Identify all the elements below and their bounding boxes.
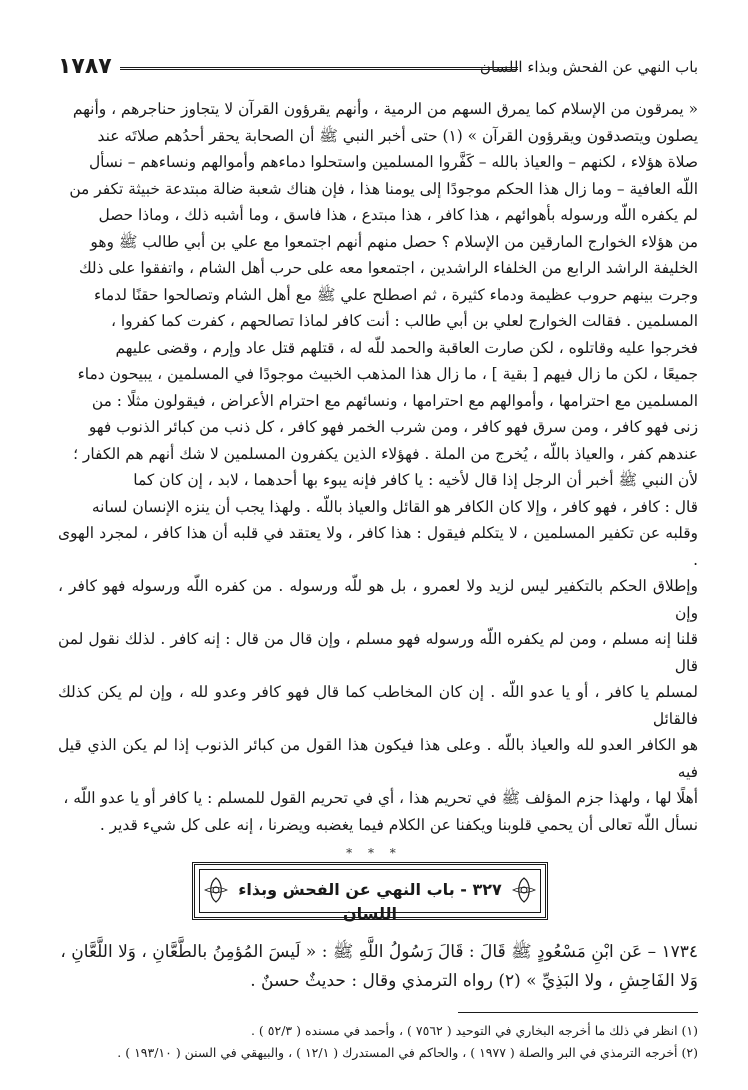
text-line: عندهم كفر ، والعياذ باللّه ، يُخرج من الملة . فهؤلاء الذين يكفرون المسلمين لا شك أنهم هم الكفار ؛	[73, 444, 698, 463]
text-line: وقلبه عن تكفير المسلمين ، لا يتكلم فيقول : هذا كافر ، ولا يعتقد في قلبه أن هذا كافر ، لمجرد الهوى .	[58, 524, 698, 569]
hadith-text	[58, 938, 698, 996]
text-line: زنى فهو كافر ، ومن سرق فهو كافر ، ومن شرب الخمر فهو كافر ، كل ذنب من كبائر الذنوب فهو	[88, 418, 698, 436]
text-line: اللّه العافية – وما زال هذا الحكم موجودًا إلى يومنا هذا ، فإن هناك شعبة ضالة مبتدعة خبيثة تكفر من	[69, 179, 698, 198]
text-line: لم يكفره اللّه ورسوله بأهوائهم ، هذا كافر ، هذا مبتدع ، هذا فاسق ، وما أشبه ذلك ، وماذا حصل	[98, 206, 698, 224]
running-title: باب النهي عن الفحش وبذاء اللسان	[479, 58, 698, 76]
section-separator: * * *	[346, 846, 402, 860]
text-line: وجرت بينهم حروب عظيمة ودماء كثيرة ، ثم اصطلح علي ﷺ مع أهل الشام وتصالحوا حقنًا لدماء	[93, 285, 698, 304]
text-line: قال : كافر ، فهو كافر ، وإلا كان الكافر هو القائل والعياذ باللّه . ولهذا يجب أن ينزه الإنسان لسانه	[91, 497, 698, 516]
header-rule	[120, 67, 518, 72]
footnotes	[58, 1020, 698, 1064]
commentary-text	[58, 96, 698, 838]
chapter-title: ٣٢٧ - باب النهي عن الفحش وبذاء اللسان	[238, 880, 502, 923]
text-line: وإطلاق الحكم بالتكفير ليس لزيد ولا لعمرو ، بل هو للّه ورسوله . من كفره اللّه ورسوله فهو كافر ، وإن	[58, 577, 698, 622]
footnote: (٢) أخرجه الترمذي في البر والصلة ( ١٩٧٧ ) ، والحاكم في المستدرك ( ١٢/١ ) ، والبيهقي في السنن ( ١٩٣/١٠ ) .	[117, 1045, 698, 1060]
text-line: الخليفة الراشد الرابع من الخلفاء الراشدين ، اجتمعوا معه على حرب أهل الشام ، واتفقوا على ذلك	[78, 259, 698, 277]
text-line: لأن النبي ﷺ أخبر أن الرجل إذا قال لأخيه : يا كافر فإنه يبوء بها أحدهما ، لابد ، إن كان كما	[133, 471, 698, 489]
page-header	[58, 52, 698, 84]
text-line: قلنا إنه مسلم ، ومن لم يكفره اللّه ورسوله فهو مسلم ، وإن قال من قال : إنه كافر . لذلك نقول لمن قال	[58, 630, 698, 675]
text-line: جميعًا ، لكن ما زال فيهم [ بقية ] ، ما زال هذا المذهب الخبيث موجودًا في المسلمين ، يبيحون دماء	[77, 365, 698, 383]
hadith-line: وَلا الفَاحِشِ ، ولا البَذِيِّ » (٢) رواه الترمذي وقال : حديثٌ حسنٌ .	[250, 971, 698, 991]
text-line: المسلمين مع احترامها ، وأموالهم مع احترامها ، ونسائهم مع احترام الأعراض ، فيقولون مثلًا : من	[91, 391, 698, 410]
text-line: المسلمين . فقالت الخوارج لعلي بن أبي طالب : أنت كافر لماذا تصالحهم ، كفرت كما كفروا ،	[111, 312, 698, 330]
text-line: أهلًا لها ، ولهذا جزم المؤلف ﷺ في تحريم هذا ، أي في تحريم القول للمسلم : يا كافر أو يا عدو اللّه ،	[63, 789, 698, 807]
ornament-icon	[509, 875, 539, 905]
text-line: يصلون ويتصدقون ويقرؤون القرآن » (١) حتى أخبر النبي ﷺ أن الصحابة يحقر أحدُهم صلاتَه عند	[97, 126, 698, 145]
text-line: فخرجوا عليه وقاتلوه ، لكن صارت العاقبة والحمد للّه له ، قتلهم قتل عاد وإرم ، وقضى عليهم	[115, 338, 698, 357]
text-line: من هؤلاء الخوارج المارقين من الإسلام ؟ حصل منهم أنهم اجتمعوا مع علي بن أبي طالب ﷺ وهو	[90, 232, 698, 251]
hadith-line: ١٧٣٤ – عَن ابْنِ مَسْعُودٍ ﷺ قَالَ : قَالَ رَسُولُ اللَّهِ ﷺ : « لَيسَ المُؤمِنُ بالطَّعَّانِ ، وَلا اللَّعَّانِ ،	[60, 942, 698, 962]
text-line: هو الكافر العدو لله والعياذ باللّه . وعلى هذا فيكون هذا القول من كبائر الذنوب إذا لم يكن الذي قيل فيه	[58, 736, 698, 781]
page-number: ١٧٨٧	[58, 54, 112, 79]
ornament-icon	[201, 875, 231, 905]
text-line: صلاة هؤلاء ، لكنهم – والعياذ بالله – كَفَّروا المسلمين واستحلوا دماءهم وأموالهم ونساءهم – نسأل	[89, 153, 698, 171]
footnote-rule	[458, 1012, 698, 1013]
text-line: لمسلم يا كافر ، أو يا عدو اللّه . إن كان المخاطب كما قال فهو كافر وعدو لله ، وإن لم يكن كذلك فالقائل	[58, 683, 698, 728]
text-line: نسأل اللّه تعالى أن يحمي قلوبنا ويكفنا عن الكلام فيما يغضبه ويضرنا ، إنه على كل شيء قدير .	[99, 815, 698, 834]
footnote: (١) انظر في ذلك ما أخرجه البخاري في التوحيد ( ٧٥٦٢ ) ، وأحمد في مسنده ( ٥٢/٣ ) .	[250, 1023, 698, 1038]
text-line: « يمرقون من الإسلام كما يمرق السهم من الرمية ، وأنهم يقرؤون القرآن لا يتجاوز حناجرهم ، وأنهم	[72, 100, 698, 118]
chapter-heading-box	[192, 862, 548, 923]
